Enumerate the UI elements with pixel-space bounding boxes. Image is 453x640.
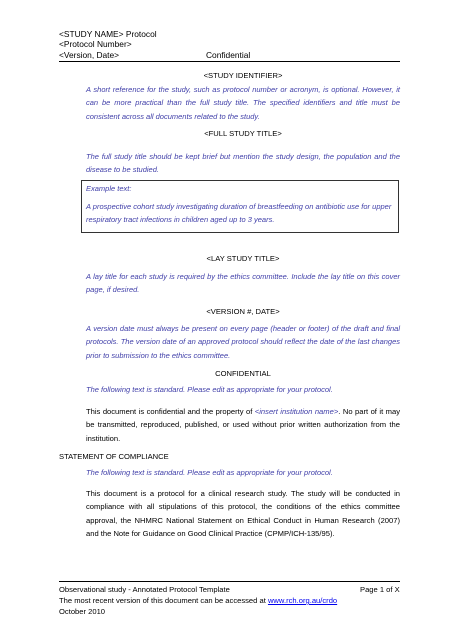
compliance-guide: The following text is standard. Please edit as appropriate for your protocol. [86, 468, 333, 477]
header-rule [59, 61, 400, 62]
compliance-heading: STATEMENT OF COMPLIANCE [59, 452, 169, 461]
header-version-date: <Version, Date> [59, 50, 120, 60]
compliance-body: This document is a protocol for a clinical research study. The study will be conducted in compliance with all stipulations of this protocol, the conditions of the ethics committee approval, the NHMRC National Statement on Ethical Conduct in Human Research (2007) and the Note for Guidance on Good Clinical Practice (CPMP/ICH-135/95). [86, 489, 400, 538]
footer-access-line [59, 595, 337, 606]
confidential-body-text-2: . No part of it may be transmitted, reproduced, published, or used without prior written authorization from the institution. [86, 407, 400, 443]
confidential-heading: CONFIDENTIAL [215, 369, 271, 378]
header-study-name: <STUDY NAME> Protocol [59, 29, 157, 39]
example-box [81, 180, 399, 233]
example-label: Example text: [86, 184, 132, 193]
full-title-guide: The full study title should be kept brief but mention the study design, the population and the disease to be studied. [86, 152, 400, 175]
confidential-guide: The following text is standard. Please edit as appropriate for your protocol. [86, 385, 333, 394]
confidential-body-text-1: This document is confidential and the property of [86, 407, 255, 416]
header-protocol-number: <Protocol Number> [59, 39, 132, 49]
lay-title-heading: <LAY STUDY TITLE> [206, 254, 280, 263]
confidential-body [86, 405, 400, 445]
version-heading: <VERSION #, DATE> [206, 307, 280, 316]
header-confidential: Confidential [206, 50, 251, 60]
page-number: Page 1 of X [360, 585, 400, 594]
footer-date: October 2010 [59, 607, 106, 616]
footer-link[interactable]: www.rch.org.au/crdo [267, 596, 338, 605]
footer-template-name: Observational study - Annotated Protocol Template [59, 585, 230, 594]
lay-title-guide: A lay title for each study is required by the ethics committee. Include the lay title on this cover page, if desired. [86, 272, 400, 295]
footer-rule [59, 581, 400, 582]
example-text: A prospective cohort study investigating duration of breastfeeding on antibiotic use for upper respiratory tract infections in children aged up to 3 years. [86, 202, 392, 224]
study-identifier-guide: A short reference for the study, such as protocol number or acronym, is optional. However, it can be more practical than the full study title. The specified identifiers and title must be consistent across all documents related to the study. [86, 85, 400, 121]
footer-access-text: The most recent version of this document can be accessed at [59, 596, 268, 605]
version-guide: A version date must always be present on every page (header or footer) of the draft and final protocols. The version date of an approved protocol should reflect the date of the last changes prior to submission to the ethics committee. [86, 324, 400, 360]
study-identifier-heading: <STUDY IDENTIFIER> [203, 71, 283, 80]
institution-placeholder: <insert institution name> [254, 407, 339, 416]
full-title-heading: <FULL STUDY TITLE> [204, 129, 282, 138]
